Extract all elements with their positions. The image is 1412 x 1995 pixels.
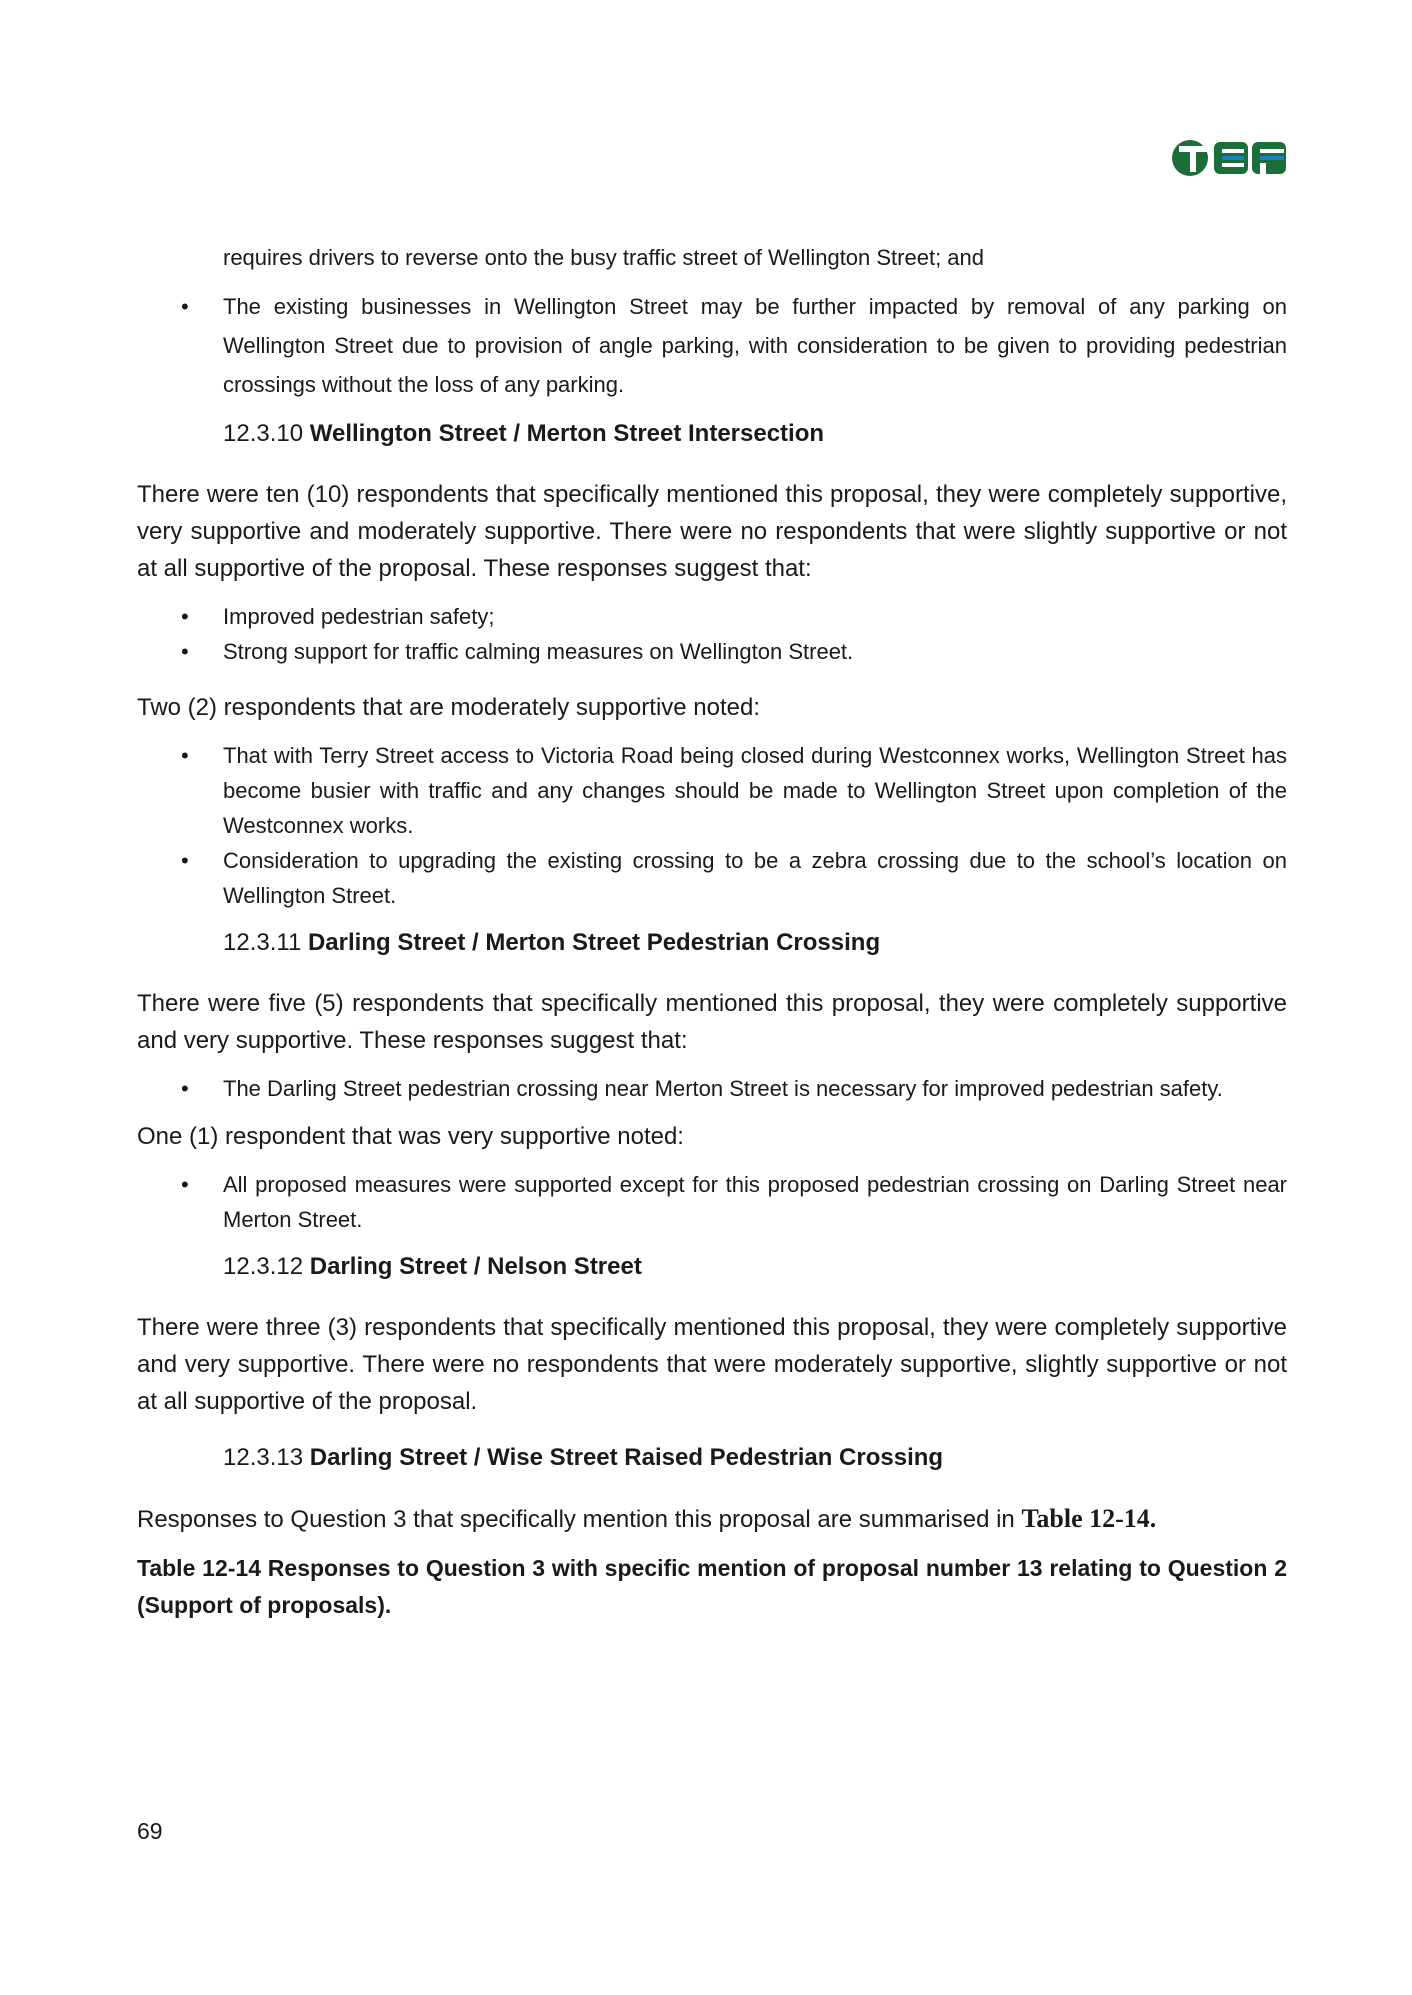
section-number: 12.3.12 [223, 1253, 304, 1280]
table-reference-link[interactable]: Table 12-14 [1021, 1504, 1150, 1533]
section-title: Darling Street / Merton Street Pedestrian Crossing [307, 929, 881, 956]
bullet-list [137, 1071, 1287, 1106]
list-item: • The Darling Street pedestrian crossing near Merton Street is necessary for improved pedestrian safety. [137, 1071, 1287, 1106]
section-heading-12-3-13 [137, 1440, 1287, 1476]
section-title: Darling Street / Wise Street Raised Pedestrian Crossing [309, 1444, 944, 1471]
paragraph: Two (2) respondents that are moderately supportive noted: [137, 694, 761, 721]
paragraph: There were five (5) respondents that specifically mentioned this proposal, they were completely supportive and very supportive. These responses suggest that: [137, 990, 1287, 1054]
paragraph: One (1) respondent that was very supportive noted: [137, 1123, 684, 1150]
paragraph: There were three (3) respondents that specifically mentioned this proposal, they were completely supportive and very supportive. There were no respondents that were moderately supportive, slightly supportive or not at all supportive of the proposal. [137, 1314, 1287, 1415]
list-item: • All proposed measures were supported except for this proposed pedestrian crossing on Darling Street near Merton Street. [137, 1167, 1287, 1237]
page-number: 69 [137, 1818, 163, 1844]
bullet-list [137, 1167, 1287, 1237]
bullet-continuation: requires drivers to reverse onto the busy traffic street of Wellington Street; and [223, 245, 985, 270]
tef-logo-icon [1170, 138, 1290, 178]
paragraph [137, 1500, 1287, 1538]
list-item: • Improved pedestrian safety; [137, 599, 1287, 634]
section-heading-12-3-10 [137, 416, 1287, 452]
bullet-list [137, 599, 1287, 669]
section-heading-12-3-11 [137, 925, 1287, 961]
section-number: 12.3.11 [223, 929, 302, 956]
paragraph-period: . [1149, 1504, 1157, 1533]
paragraph: There were ten (10) respondents that specifically mentioned this proposal, they were completely supportive, very supportive and moderately supportive. There were no respondents that were slightly supportive or not at all supportive of the proposal. These responses suggest that: [137, 481, 1287, 582]
paragraph-text: Responses to Question 3 that specifically mention this proposal are summarised in [137, 1506, 1022, 1533]
bullet-list [137, 287, 1287, 404]
section-number: 12.3.13 [223, 1444, 304, 1471]
list-item: • The existing businesses in Wellington Street may be further impacted by removal of any parking on Wellington Street due to provision of angle parking, with consideration to be given to providing pedestrian crossings without the loss of any parking. [137, 287, 1287, 404]
section-heading-12-3-12 [137, 1249, 1287, 1285]
document-body [137, 240, 1287, 1624]
section-title: Wellington Street / Merton Street Intersection [309, 420, 825, 447]
section-number: 12.3.10 [223, 420, 304, 447]
list-item: • That with Terry Street access to Victoria Road being closed during Westconnex works, Wellington Street has become busier with traffic and any changes should be made to Wellington Street upon completion of the Westconnex works. [137, 738, 1287, 843]
section-title: Darling Street / Nelson Street [309, 1253, 642, 1280]
list-item: • Consideration to upgrading the existing crossing to be a zebra crossing due to the school’s location on Wellington Street. [137, 843, 1287, 913]
list-item: • Strong support for traffic calming measures on Wellington Street. [137, 634, 1287, 669]
bullet-list [137, 738, 1287, 913]
table-caption: Table 12-14 Responses to Question 3 with specific mention of proposal number 13 relating to Question 2 (Support of proposals). [137, 1555, 1287, 1618]
